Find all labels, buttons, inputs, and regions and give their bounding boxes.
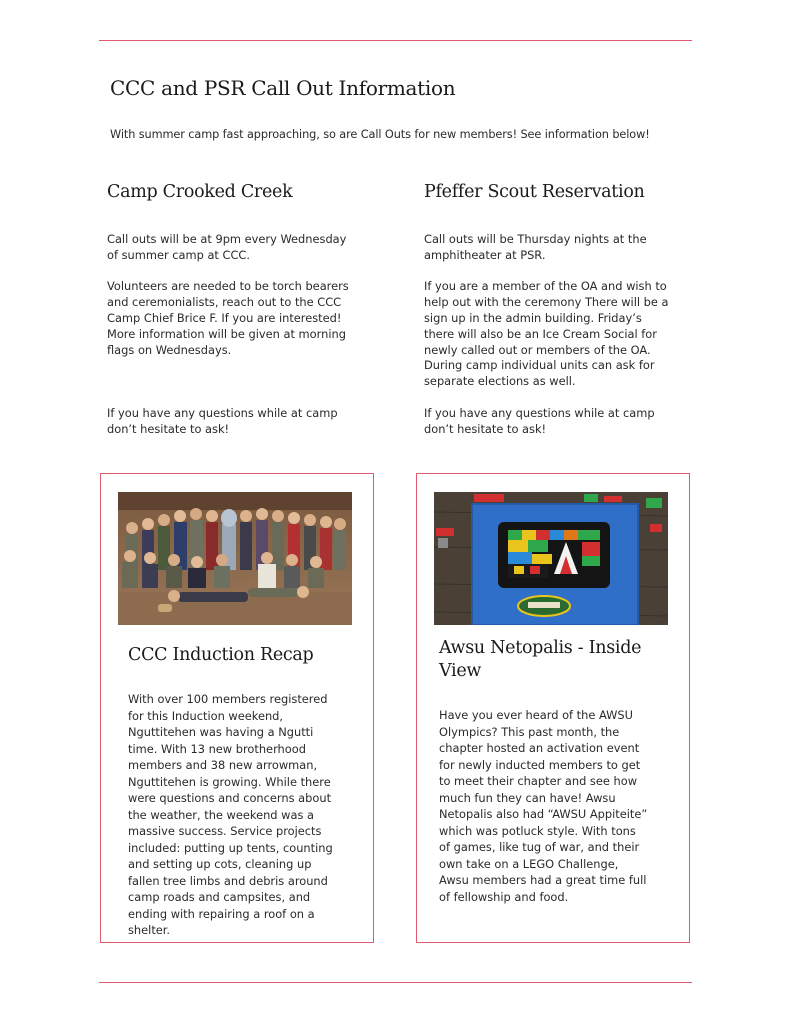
text-line: don’t hesitate to ask!	[424, 421, 547, 436]
text-line: Camp Chief Brice F. If you are interested!	[107, 310, 342, 325]
psr-paragraph-1	[424, 232, 694, 264]
text-line: Nguttitehen is growing. While there	[128, 774, 331, 789]
text-line: help out with the ceremony There will be a	[424, 295, 669, 310]
awsu-netopalis-card	[416, 473, 690, 943]
text-line: there will also be an Ice Cream Social for	[424, 326, 657, 341]
text-line: own take on a LEGO Challenge,	[439, 856, 619, 871]
text-line: If you have any questions while at camp	[424, 405, 655, 420]
ccc-paragraph-2	[107, 279, 377, 358]
text-line: chapter hosted an activation event	[439, 741, 640, 755]
psr-paragraph-3	[424, 406, 694, 438]
ccc-induction-title: CCC Induction Recap	[128, 645, 314, 665]
text-line: of summer camp at CCC.	[107, 247, 250, 262]
text-line: newly called out or members of the OA.	[424, 342, 651, 357]
text-line: Volunteers are needed to be torch bearers	[107, 279, 349, 294]
ccc-heading: Camp Crooked Creek	[107, 182, 293, 202]
text-line: ending with repairing a roof on a	[128, 906, 315, 921]
page-title: CCC and PSR Call Out Information	[110, 76, 456, 100]
psr-paragraph-2	[424, 279, 694, 390]
text-line: More information will be given at morning	[107, 326, 346, 341]
text-line: time. With 13 new brotherhood	[128, 741, 306, 756]
ccc-paragraph-1	[107, 232, 377, 264]
text-line: Nguttitehen was having a Ngutti	[128, 725, 314, 739]
text-line: shelter.	[128, 923, 171, 937]
awsu-netopalis-body	[439, 707, 659, 905]
text-line: flags on Wednesdays.	[107, 342, 232, 357]
text-line: separate elections as well.	[424, 374, 576, 389]
text-line: to meet their chapter and see how	[439, 774, 638, 788]
text-line: massive success. Service projects	[128, 824, 322, 838]
text-line: sign up in the admin building. Friday’s	[424, 310, 642, 325]
bottom-divider	[99, 982, 692, 983]
text-line: amphitheater at PSR.	[424, 247, 546, 262]
text-line: Awsu members had a great time full	[439, 873, 647, 887]
text-line: much fun they can have! Awsu	[439, 790, 616, 805]
text-line: and ceremonialists, reach out to the CCC	[107, 295, 342, 310]
text-line: Have you ever heard of the AWSU	[439, 708, 633, 722]
text-line: If you have any questions while at camp	[107, 405, 338, 420]
text-line: and setting up cots, cleaning up	[128, 857, 312, 871]
text-line: With over 100 members registered	[128, 692, 328, 706]
text-line: were questions and concerns about	[128, 791, 332, 805]
ccc-paragraph-3	[107, 406, 377, 438]
ccc-induction-card	[100, 473, 374, 943]
ccc-info	[107, 232, 377, 437]
lego-challenge-photo	[434, 492, 668, 625]
psr-heading: Pfeffer Scout Reservation	[424, 182, 645, 202]
text-line: Call outs will be at 9pm every Wednesday	[107, 232, 347, 246]
psr-info	[424, 232, 694, 437]
text-line: for this Induction weekend,	[128, 708, 284, 723]
awsu-netopalis-title: Awsu Netopalis - Inside View	[439, 638, 642, 681]
top-divider	[99, 40, 692, 41]
text-line: Netopalis also had “AWSU Appiteite”	[439, 807, 648, 821]
text-line: the weather, the weekend was a	[128, 807, 314, 822]
text-line: of fellowship and food.	[439, 889, 569, 904]
intro-text: With summer camp fast approaching, so are Call Outs for new members! See information below!	[110, 128, 650, 141]
text-line: During camp individual units can ask for	[424, 358, 655, 373]
text-line: of games, like tug of war, and their	[439, 840, 640, 854]
induction-group-photo	[118, 492, 352, 625]
ccc-induction-body	[128, 691, 348, 939]
text-line: included: putting up tents, counting	[128, 840, 333, 855]
text-line: fallen tree limbs and debris around	[128, 873, 328, 888]
text-line: camp roads and campsites, and	[128, 890, 311, 904]
text-line: don’t hesitate to ask!	[107, 421, 230, 436]
text-line: members and 38 new arrowman,	[128, 758, 318, 772]
text-line: If you are a member of the OA and wish to	[424, 279, 667, 294]
text-line: Call outs will be Thursday nights at the	[424, 232, 647, 246]
text-line: for newly inducted members to get	[439, 757, 641, 772]
text-line: Olympics? This past month, the	[439, 724, 620, 739]
text-line: which was potluck style. With tons	[439, 823, 636, 838]
